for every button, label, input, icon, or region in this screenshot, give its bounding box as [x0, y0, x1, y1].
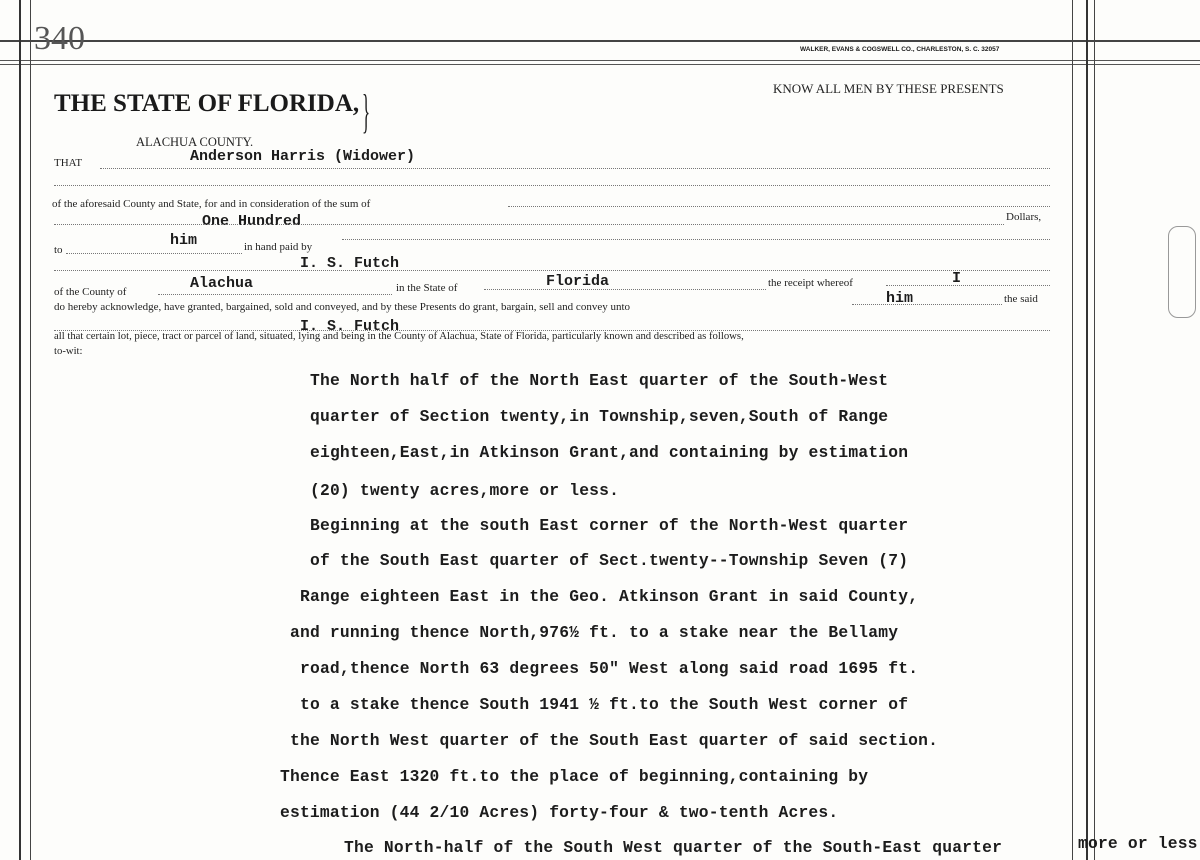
amount-line — [54, 224, 1004, 225]
printer-imprint: WALKER, EVANS & COGSWELL CO., CHARLESTON, S. C. 32057 — [800, 46, 1000, 53]
description-line: Beginning at the south East corner of the North-West quarter — [310, 516, 909, 535]
state-value: Florida — [546, 273, 610, 290]
know-all-heading: KNOW ALL MEN BY THESE PRESENTS — [773, 81, 1004, 96]
county-line — [158, 294, 392, 295]
county-value: Alachua — [190, 275, 254, 292]
right-edge-line — [1086, 0, 1088, 860]
convey-label: do hereby acknowledge, have granted, bargained, sold and conveyed, and by these Presents do grant, bargain, sell and convey unto — [54, 301, 631, 313]
payer-line — [54, 270, 1050, 271]
parcel-label: all that certain lot, piece, tract or parcel of land, situated, lying and being in the County of Alachua, State of Florida, particularly known and described as follows, — [54, 330, 744, 342]
description-line: estimation (44 2/10 Acres) forty-four & two-tenth Acres. — [280, 803, 839, 822]
top-border-thin-2 — [0, 64, 1200, 65]
state-line — [484, 289, 766, 290]
right-margin-line — [1072, 0, 1073, 860]
county-of-label: of the County of — [54, 286, 127, 298]
that-line — [100, 168, 1050, 169]
to-wit-label: to-wit: — [54, 345, 83, 357]
description-line: to a stake thence South 1941 ½ ft.to the South West corner of — [300, 695, 909, 714]
dollars-label: Dollars, — [1006, 211, 1042, 223]
description-line: and running thence North,976½ ft. to a stake near the Bellamy — [290, 623, 899, 642]
receipt-label: the receipt whereof — [768, 277, 853, 289]
receipt-value: I — [952, 270, 962, 287]
description-line: The North-half of the South West quarter of the South-East quarter — [344, 838, 1003, 857]
amount-value: One Hundred — [202, 213, 302, 230]
grantor-name: Anderson Harris (Widower) — [190, 148, 416, 165]
description-line: eighteen,East,in Atkinson Grant,and containing by estimation — [310, 443, 909, 462]
state-title: THE STATE OF FLORIDA, — [54, 90, 360, 117]
right-edge-line-2 — [1094, 0, 1095, 860]
county-label: ALACHUA COUNTY. — [136, 135, 254, 149]
the-said-label: the said — [1004, 293, 1038, 305]
payer-name: I. S. Futch — [300, 255, 400, 272]
description-line: quarter of Section twenty,in Township,seven,South of Range — [310, 407, 889, 426]
to-label: to — [54, 244, 63, 256]
consideration-line — [508, 206, 1050, 207]
top-border — [0, 40, 1200, 42]
description-line: the North West quarter of the South East quarter of said section. — [290, 731, 939, 750]
margin-note: more or less — [1078, 834, 1198, 853]
description-line: (20) twenty acres,more or less. — [310, 481, 620, 500]
description-line: road,thence North 63 degrees 50" West along said road 1695 ft. — [300, 659, 919, 678]
paid-by-label: in hand paid by — [244, 241, 313, 253]
state-of-label: in the State of — [396, 282, 458, 294]
to-value: him — [170, 232, 198, 249]
consideration-label: of the aforesaid County and State, for and in consideration of the sum of — [52, 198, 371, 210]
description-line: The North half of the North East quarter of the South-West — [310, 371, 889, 390]
to-line — [66, 253, 242, 254]
description-line: of the South East quarter of Sect.twenty--Township Seven (7) — [310, 551, 909, 570]
top-border-thin — [0, 60, 1200, 61]
that-label: THAT — [54, 157, 83, 169]
description-line: Range eighteen East in the Geo. Atkinson Grant in said County, — [300, 587, 919, 606]
blank-line — [54, 185, 1050, 186]
page-number: 340 — [34, 20, 85, 57]
index-tab — [1168, 226, 1196, 318]
receipt-line — [886, 285, 1050, 286]
left-edge-line — [19, 0, 21, 860]
grantee-name: I. S. Futch — [300, 318, 400, 335]
convey-value: him — [886, 290, 914, 307]
left-margin-line — [30, 0, 31, 860]
brace: } — [362, 85, 371, 138]
description-line: Thence East 1320 ft.to the place of beginning,containing by — [280, 767, 869, 786]
paid-by-line — [342, 239, 1050, 240]
convey-line — [852, 304, 1002, 305]
